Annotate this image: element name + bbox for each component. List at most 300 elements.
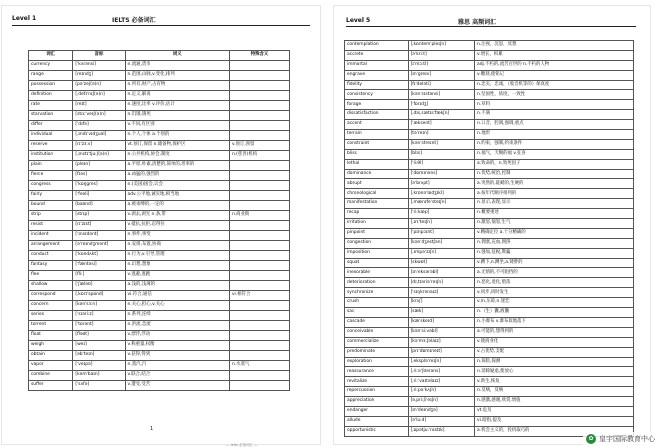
meaning-cell: n.安排,布置,协商 xyxy=(125,241,229,251)
table-row xyxy=(29,111,290,121)
word-cell: predominate xyxy=(345,347,409,357)
meaning-cell: v.称重量,权衡 xyxy=(125,341,229,351)
meaning-cell: vt.危及 xyxy=(475,406,634,416)
word-cell: imposition xyxy=(345,248,409,258)
phonetic-cell: [strɪp] xyxy=(73,211,125,221)
special-meaning-cell xyxy=(229,161,289,171)
special-meaning-cell xyxy=(229,111,289,121)
level-label: Level 5 xyxy=(346,17,371,24)
table-row xyxy=(29,241,290,251)
phonetic-cell: [ˌɪmpəˈzɪʃn] xyxy=(408,248,474,258)
table-row xyxy=(29,191,290,201)
special-meaning-cell: v.预订,预留 xyxy=(229,141,289,151)
table-row xyxy=(345,209,634,219)
special-meaning-cell xyxy=(229,261,289,271)
table-row xyxy=(29,211,290,221)
phonetic-cell: [ˈliːθl] xyxy=(408,159,474,169)
watermark-text: 皇宇国际教育中心 xyxy=(599,434,655,443)
meaning-cell: a.被束缚的,一定的 xyxy=(125,201,229,211)
meaning-cell: a.浅的,浅薄的 xyxy=(125,281,229,291)
meaning-cell: v./n.压碎,n.迷恋 xyxy=(475,298,634,308)
phonetic-cell: [kənˈsɪstənsi] xyxy=(408,90,474,100)
header-rule xyxy=(12,25,310,26)
meaning-cell: n.感激,感谢,欣赏,增值 xyxy=(475,397,634,407)
phonetic-cell: [ˌriːˈvaɪtəlaɪz] xyxy=(408,377,474,387)
word-cell: congress xyxy=(29,181,73,191)
meaning-cell: v.联合,结合 xyxy=(125,371,229,381)
special-meaning-cell xyxy=(229,371,289,381)
special-meaning-cell xyxy=(229,121,289,131)
logo-icon: ✿ xyxy=(586,434,596,444)
word-cell: torrent xyxy=(29,321,73,331)
meaning-cell: n.地形 xyxy=(475,130,634,140)
special-meaning-cell: n.商业街 xyxy=(229,211,289,221)
watermark xyxy=(583,432,658,445)
phonetic-cell: [ˌɪnstɪˈtjuːʃ(ə)n] xyxy=(73,151,125,161)
phonetic-cell: [əˌpriːʃiˈeɪʃn] xyxy=(408,397,474,407)
meaning-cell: v.获得,得到 xyxy=(125,351,229,361)
word-cell: definition xyxy=(29,91,73,101)
special-meaning-cell xyxy=(229,311,289,321)
meaning-cell: a.按年代顺序排列的 xyxy=(475,189,634,199)
meaning-cell: n.约束，强制,约束条件 xyxy=(475,139,634,149)
table-row xyxy=(345,80,634,90)
meaning-cell: vt.预订,保留 n.储备物,保护区 xyxy=(125,141,229,151)
word-cell: appreciation xyxy=(345,397,409,407)
table-row xyxy=(345,278,634,288)
meaning-cell: a.可能的,想得到的 xyxy=(475,327,634,337)
word-cell: weigh xyxy=(29,341,73,351)
word-cell: shallow xyxy=(29,281,73,291)
phonetic-cell: [əˈluːd] xyxy=(408,416,474,426)
phonetic-cell: [kənˈdʒestʃən] xyxy=(408,238,474,248)
word-cell: crush xyxy=(345,298,409,308)
table-row xyxy=(29,171,290,181)
meaning-cell: n.激怒,恼怒,生气 xyxy=(475,219,634,229)
phonetic-cell: [reɪt] xyxy=(73,101,125,111)
phonetic-cell: [weɪ] xyxy=(73,341,125,351)
table-row xyxy=(29,311,290,321)
word-cell: bliss xyxy=(345,149,409,159)
meaning-cell: adj.不朽的,流芳百世的 n.不朽的人物 xyxy=(475,60,634,70)
special-meaning-cell xyxy=(229,231,289,241)
phonetic-cell: [ɪnˈeksərəbl] xyxy=(408,268,474,278)
special-meaning-cell: vi.相符合 xyxy=(229,291,289,301)
phonetic-cell: [ɪnˈɡreɪv] xyxy=(408,70,474,80)
word-cell: correspond xyxy=(29,291,73,301)
word-cell: starvation xyxy=(29,111,73,121)
word-cell: rate xyxy=(29,101,73,111)
phonetic-cell: [ˌkɒrɪˈspɒnd] xyxy=(73,291,125,301)
table-row xyxy=(29,121,290,131)
table-row xyxy=(345,90,634,100)
phonetic-cell: [skwɒt] xyxy=(408,258,474,268)
phonetic-cell: [ˌekspləˈreɪʃn] xyxy=(408,357,474,367)
word-cell: series xyxy=(29,311,73,321)
special-meaning-cell xyxy=(229,71,289,81)
meaning-cell: v.抵抗,抗拒,忍得住 xyxy=(125,221,229,231)
special-meaning-cell xyxy=(229,381,289,391)
table-row xyxy=(345,357,634,367)
table-row xyxy=(345,397,634,407)
meaning-cell: n.公共机构,协会,制度 xyxy=(125,151,229,161)
special-meaning-cell xyxy=(229,181,289,191)
special-meaning-cell xyxy=(229,201,289,211)
meaning-cell: a.机会主义的，投机取巧的 xyxy=(475,426,634,436)
word-cell: combine xyxy=(29,371,73,381)
word-cell: incident xyxy=(29,231,73,241)
table-row xyxy=(29,181,290,191)
word-cell: inexorable xyxy=(345,268,409,278)
word-cell: congestion xyxy=(345,238,409,248)
meaning-cell: v.不同,有区别 xyxy=(125,121,229,131)
meaning-cell: n.优势,统治,控制 xyxy=(475,169,634,179)
phonetic-cell: [ˈfæntəsi] xyxy=(73,261,125,271)
meaning-cell: n.显示,表现,显示 xyxy=(475,199,634,209)
word-cell: fierce xyxy=(29,171,73,181)
word-cell: accent xyxy=(345,120,409,130)
meaning-cell: a.平原,朴素,清楚的,简单的,坦率的 xyxy=(125,161,229,171)
table-row xyxy=(29,231,290,241)
meaning-cell: n.（生）囊,液囊 xyxy=(475,308,634,318)
table-row xyxy=(29,221,290,231)
phonetic-cell: [ˈriːkæp] xyxy=(408,209,474,219)
special-meaning-cell xyxy=(229,281,289,291)
meaning-cell: v.遭受,受苦 xyxy=(125,381,229,391)
phonetic-cell: [kəˈmɜːʃəlaɪz] xyxy=(408,337,474,347)
phonetic-cell: [ˈkɒŋɡres] xyxy=(73,181,125,191)
meaning-cell: n.速度,比率 v.评价,估计 xyxy=(125,101,229,111)
table-row xyxy=(29,371,290,381)
vocab-table xyxy=(28,50,290,391)
phonetic-cell: [ˌdefɪˈnɪʃ(ə)n] xyxy=(73,91,125,101)
phonetic-cell: [ˈsɪŋkrənaɪz] xyxy=(408,288,474,298)
meaning-cell: n.草料 xyxy=(475,100,634,110)
page-number: 1 xyxy=(150,426,154,432)
table-row xyxy=(345,238,634,248)
column-header: 词汇 xyxy=(29,51,73,61)
meaning-cell: n.注视，沉思，冥想 xyxy=(475,41,634,51)
word-cell: repercussion xyxy=(345,387,409,397)
phonetic-cell: [ˌmænɪfeˈsteɪʃn] xyxy=(408,199,474,209)
table-row xyxy=(345,100,634,110)
phonetic-cell: [ˈdɒmɪnəns] xyxy=(408,169,474,179)
phonetic-cell: [əbˈteɪn] xyxy=(73,351,125,361)
word-cell: recap xyxy=(345,209,409,219)
word-cell: engrave xyxy=(345,70,409,80)
word-cell: allude xyxy=(345,416,409,426)
word-cell: exploration xyxy=(345,357,409,367)
word-cell: terrain xyxy=(345,130,409,140)
meaning-cell: n.坚固性，浓度，一致性 xyxy=(475,90,634,100)
word-cell: reassurance xyxy=(345,367,409,377)
word-cell: revitalize xyxy=(345,377,409,387)
special-meaning-cell xyxy=(229,321,289,331)
phonetic-cell: [dɪˌtɪəriəˈreɪʃn] xyxy=(408,278,474,288)
special-meaning-cell xyxy=(229,251,289,261)
phonetic-cell: [prɪˈdɒmɪneɪt] xyxy=(408,347,474,357)
table-row xyxy=(345,248,634,258)
phonetic-cell: [ˈveɪpə] xyxy=(73,361,125,371)
word-cell: strip xyxy=(29,211,73,221)
table-row xyxy=(29,361,290,371)
word-cell: fairly xyxy=(29,191,73,201)
phonetic-cell: [ˈfeəli] xyxy=(73,191,125,201)
meaning-cell: v.精确定位 a.十分精确的 xyxy=(475,228,634,238)
table-row xyxy=(29,331,290,341)
table-row xyxy=(345,41,634,51)
table-row xyxy=(29,251,290,261)
phonetic-cell: [ˈsʌfə] xyxy=(73,381,125,391)
page-footer: — ielts 必备词汇 — xyxy=(226,443,258,447)
special-meaning-cell xyxy=(229,271,289,281)
word-cell: concern xyxy=(29,301,73,311)
table-row xyxy=(345,317,634,327)
table-row xyxy=(345,298,634,308)
phonetic-cell: [kənˈsiːvəbl] xyxy=(408,327,474,337)
phonetic-cell: [sæk] xyxy=(408,308,474,318)
table-row xyxy=(29,71,290,81)
word-cell: squat xyxy=(345,258,409,268)
table-row xyxy=(345,169,634,179)
special-meaning-cell xyxy=(229,331,289,341)
phonetic-cell: [ˈæksent] xyxy=(408,120,474,130)
phonetic-cell: [fləʊt] xyxy=(73,331,125,341)
word-cell: conduct xyxy=(29,251,73,261)
word-cell: arrangement xyxy=(29,241,73,251)
meaning-cell: v.雕刻,使铭记 xyxy=(475,70,634,80)
word-cell: dissatisfaction xyxy=(345,110,409,120)
table-row xyxy=(345,149,634,159)
word-cell: institution xyxy=(29,151,73,161)
meaning-cell: n.系列,连续 xyxy=(125,311,229,321)
word-cell: float xyxy=(29,331,73,341)
word-cell: manifestation xyxy=(345,199,409,209)
meaning-cell: v.蹲下,n.蹲坐,a.矮胖的 xyxy=(475,258,634,268)
meaning-cell: adv.公平地,诚实地,相当地 xyxy=(125,191,229,201)
word-cell: immortal xyxy=(345,60,409,70)
meaning-cell: n.强加,征税,欺骗 xyxy=(475,248,634,258)
phonetic-cell: [ˈkʌrənsi] xyxy=(73,61,125,71)
word-cell: commercialize xyxy=(345,337,409,347)
table-row xyxy=(345,228,634,238)
word-cell: forage xyxy=(345,100,409,110)
table-row xyxy=(29,151,290,161)
special-meaning-cell xyxy=(229,61,289,71)
word-cell: consistency xyxy=(345,90,409,100)
phonetic-cell: [ˈsɪəriːz] xyxy=(73,311,125,321)
meaning-cell: v.逃避,逃跑 xyxy=(125,271,229,281)
meaning-cell: v.新生,恢复 xyxy=(475,377,634,387)
table-row xyxy=(345,219,634,229)
meaning-cell: n.消除疑虑,使放心 xyxy=(475,367,634,377)
table-row xyxy=(29,291,290,301)
meaning-cell: n.关心,担心,v.关心 xyxy=(125,301,229,311)
word-cell: bound xyxy=(29,201,73,211)
table-row xyxy=(345,120,634,130)
word-cell: abrupt xyxy=(345,179,409,189)
word-cell: endanger xyxy=(345,406,409,416)
phonetic-cell: [kənˈstreɪnt] xyxy=(408,139,474,149)
column-header: 音标 xyxy=(73,51,125,61)
table-row xyxy=(29,261,290,271)
table-row xyxy=(29,351,290,361)
word-cell: opportunistic xyxy=(345,426,409,436)
word-cell: possession xyxy=(29,81,73,91)
word-cell: cascade xyxy=(345,317,409,327)
table-row xyxy=(345,60,634,70)
phonetic-cell: [kæˈskeɪd] xyxy=(408,317,474,327)
word-cell: deterioration xyxy=(345,278,409,288)
table-row xyxy=(29,341,290,351)
special-meaning-cell xyxy=(229,241,289,251)
phonetic-cell: [rɪˈzɜːv] xyxy=(73,141,125,151)
word-cell: fidelity xyxy=(345,80,409,90)
word-cell: dominance xyxy=(345,169,409,179)
table-row xyxy=(345,179,634,189)
meaning-cell: n.幻想,想象 xyxy=(125,261,229,271)
meaning-cell: n.忠实，忠诚，（收音机等的）保真度 xyxy=(475,80,634,90)
meaning-cell: n.个人,个体 a.个别的 xyxy=(125,131,229,141)
meaning-cell: n.口音，腔调,强调,重点 xyxy=(475,120,634,130)
special-meaning-cell xyxy=(229,191,289,201)
meaning-cell: n.不满 xyxy=(475,110,634,120)
special-meaning-cell xyxy=(229,221,289,231)
word-cell: currency xyxy=(29,61,73,71)
phonetic-cell: [fɪˈdeləti] xyxy=(408,80,474,90)
phonetic-cell: [ˌɪrɪˈteɪʃn] xyxy=(408,219,474,229)
meaning-cell: n.范围,山脉,v.变化,排列 xyxy=(125,71,229,81)
meaning-cell: n.洪流,急流 xyxy=(125,321,229,331)
word-cell: sac xyxy=(345,308,409,318)
table-row xyxy=(345,416,634,426)
level-label: Level 1 xyxy=(12,15,37,22)
phonetic-cell: [ɪˈmɔːtl] xyxy=(408,60,474,70)
word-cell: irritation xyxy=(345,219,409,229)
meaning-cell: v.使商业化 xyxy=(475,337,634,347)
phonetic-cell: [ˈdɪfə] xyxy=(73,121,125,131)
word-cell: obtain xyxy=(29,351,73,361)
meaning-cell: v.增长，积累 xyxy=(475,50,634,60)
special-meaning-cell xyxy=(229,91,289,101)
table-row xyxy=(29,281,290,291)
meaning-cell: a.凶猛的,强烈的 xyxy=(125,171,229,181)
table-header-row xyxy=(29,51,290,61)
word-cell: lethal xyxy=(345,159,409,169)
special-meaning-cell xyxy=(229,171,289,181)
meaning-cell: n.福气，天赐的福 v.狂喜 xyxy=(475,149,634,159)
word-cell: conceivable xyxy=(345,327,409,337)
special-meaning-cell xyxy=(229,341,289,351)
phonetic-cell: [ˌɒpətjuːˈnɪstɪk] xyxy=(408,426,474,436)
table-row xyxy=(29,141,290,151)
phonetic-cell: [fɪəs] xyxy=(73,171,125,181)
table-row xyxy=(29,81,290,91)
phonetic-cell: [ˌɪndɪˈvɪdʒuəl] xyxy=(73,131,125,141)
left-page xyxy=(2,6,320,447)
table-row xyxy=(345,337,634,347)
page-heading: 雅思 高频词汇 xyxy=(458,19,497,26)
word-cell: resist xyxy=(29,221,73,231)
table-row xyxy=(345,159,634,169)
word-cell: synchronize xyxy=(345,288,409,298)
word-cell: differ xyxy=(29,121,73,131)
special-meaning-cell xyxy=(229,351,289,361)
table-row xyxy=(345,377,634,387)
word-cell: suffer xyxy=(29,381,73,391)
phonetic-cell: [rɪˈzɪst] xyxy=(73,221,125,231)
word-cell: constraint xyxy=(345,139,409,149)
meaning-cell: a.无情的,不可阻挡的 xyxy=(475,268,634,278)
phonetic-cell: [ˌriːəˈʃʊərəns] xyxy=(408,367,474,377)
table-row xyxy=(29,381,290,391)
table-row xyxy=(29,271,290,281)
phonetic-cell: [ˈpɪnpɔɪnt] xyxy=(408,228,474,238)
meaning-cell: vi.符合,通信 xyxy=(125,291,229,301)
header-rule xyxy=(346,26,636,27)
phonetic-cell: [ɪnˈdeɪndʒə] xyxy=(408,406,474,416)
table-row xyxy=(345,258,634,268)
meaning-cell: n.拥塞,充血,拥挤 xyxy=(475,238,634,248)
phonetic-cell: [krʌʃ] xyxy=(408,298,474,308)
meaning-cell: n.探险,探测 xyxy=(475,357,634,367)
phonetic-cell: [ˌdɪsˌsætɪsˈfækʃn] xyxy=(408,110,474,120)
meaning-cell: a.突然的,陡峭的,生硬的 xyxy=(475,179,634,189)
word-cell: chronological xyxy=(345,189,409,199)
special-meaning-cell xyxy=(229,81,289,91)
right-page xyxy=(334,6,650,444)
meaning-cell: a.致命的，n.致死因子 xyxy=(475,159,634,169)
vocab-table xyxy=(344,40,634,437)
column-header: 特殊含义 xyxy=(229,51,289,61)
phonetic-cell: [ˌkɒntemˈpleɪʃn] xyxy=(408,41,474,51)
meaning-cell: n.反响，反响 xyxy=(475,387,634,397)
phonetic-cell: [kənˈsɜːn] xyxy=(73,301,125,311)
phonetic-cell: [təˈreɪn] xyxy=(408,130,474,140)
meaning-cell: vi.暗指,提及 xyxy=(475,416,634,426)
meaning-cell: n.恶化,退化,堕落 xyxy=(475,278,634,288)
phonetic-cell: [fliː] xyxy=(73,271,125,281)
phonetic-cell: [əˈreɪndʒmənt] xyxy=(73,241,125,251)
table-row xyxy=(345,288,634,298)
word-cell: range xyxy=(29,71,73,81)
phonetic-cell: [blɪs] xyxy=(408,149,474,159)
table-row xyxy=(29,161,290,171)
meaning-cell: n.定义,解说 xyxy=(125,91,229,101)
meaning-cell: v.漂浮,浮动 xyxy=(125,331,229,341)
meaning-cell: n.事件,事变 xyxy=(125,231,229,241)
meaning-cell: n.概要重述 xyxy=(475,209,634,219)
meaning-cell: n.流通,货币 xyxy=(125,61,229,71)
column-header: 词义 xyxy=(125,51,229,61)
phonetic-cell: [stɑːˈveɪʃ(ə)n] xyxy=(73,111,125,121)
table-row xyxy=(345,50,634,60)
word-cell: plain xyxy=(29,161,73,171)
meaning-cell: v.同步,同时发生 xyxy=(475,288,634,298)
word-cell: pinpoint xyxy=(345,228,409,238)
phonetic-cell: [əˈkriːt] xyxy=(408,50,474,60)
word-cell: individual xyxy=(29,131,73,141)
special-meaning-cell xyxy=(229,101,289,111)
meaning-cell: n.(美国)国会,议会 xyxy=(125,181,229,191)
table-row xyxy=(345,347,634,357)
phonetic-cell: [ˈtɒrənt] xyxy=(73,321,125,331)
table-row xyxy=(345,308,634,318)
phonetic-cell: [kəmˈbaɪn] xyxy=(73,371,125,381)
meaning-cell: n.蒸汽,汽 xyxy=(125,361,229,371)
meaning-cell: v.占优势,支配 xyxy=(475,347,634,357)
phonetic-cell: [reɪndʒ] xyxy=(73,71,125,81)
